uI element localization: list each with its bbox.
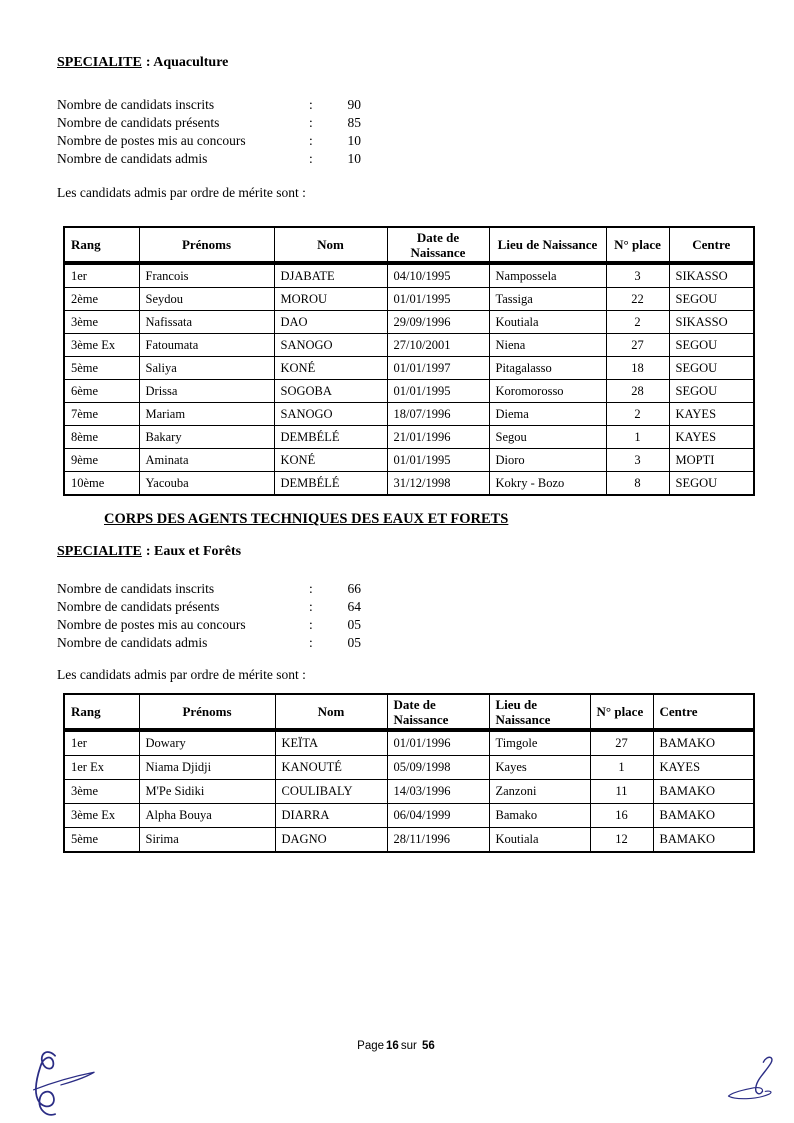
table-row [64,288,754,311]
stat-value: 10 [347,133,361,148]
stat-label: Nombre de candidats présents [57,115,220,130]
table-cell: SIKASSO [669,263,754,288]
specialite-value: : Eaux et Forêts [145,544,242,559]
table-row [64,730,754,756]
table-cell: DJABATE [274,263,387,288]
intro-line: Les candidats admis par ordre de mérite sont : [57,185,306,200]
table-cell: 2ème [64,288,139,311]
table-cell: KEÏTA [275,730,387,756]
table-cell: 6ème [64,380,139,403]
stat-label: Nombre de candidats admis [57,635,208,650]
footer-separator: sur [400,1040,417,1052]
table-cell: Timgole [489,730,590,756]
table-cell: Nafissata [139,311,274,334]
table-cell: Kokry - Bozo [489,472,606,496]
table-cell: DEMBÉLÉ [274,426,387,449]
stat-colon: : [309,133,313,148]
stat-row [57,580,757,598]
table-header-row [64,694,754,730]
table-row [64,380,754,403]
stats-block-aquaculture [57,96,757,168]
column-header: Prénoms [139,694,275,730]
table-cell: SEGOU [669,357,754,380]
table-cell: SANOGO [274,403,387,426]
intro-line: Les candidats admis par ordre de mérite sont : [57,667,306,682]
specialite-label: SPECIALITE [57,55,142,70]
table-cell: Mariam [139,403,274,426]
table-cell: Fatoumata [139,334,274,357]
table-cell: 18/07/1996 [387,403,489,426]
table-cell: SANOGO [274,334,387,357]
table-cell: 1 [606,426,669,449]
table-cell: SOGOBA [274,380,387,403]
table-row [64,334,754,357]
table-row [64,311,754,334]
specialite-heading-aquaculture [57,55,757,71]
column-header: N° place [606,227,669,263]
table-cell: 1 [590,756,653,780]
table-header [64,227,754,263]
table-body [64,730,754,852]
column-header: N° place [590,694,653,730]
table-cell: Segou [489,426,606,449]
table-cell: Koromorosso [489,380,606,403]
specialite-value: : Aquaculture [145,55,229,70]
stat-row [57,616,757,634]
table-cell: 18 [606,357,669,380]
specialite-heading-eaux-forets [57,544,757,560]
table-row [64,403,754,426]
table-cell: Bamako [489,804,590,828]
table-cell: Francois [139,263,274,288]
table-cell: 5ème [64,357,139,380]
stat-row [57,150,757,168]
table-cell: Niama Djidji [139,756,275,780]
table-cell: 06/04/1999 [387,804,489,828]
table-cell: Tassiga [489,288,606,311]
corps-title: CORPS DES AGENTS TECHNIQUES DES EAUX ET FORETS [104,511,509,527]
table-row [64,828,754,853]
table-cell: KAYES [653,756,754,780]
table-cell: 29/09/1996 [387,311,489,334]
table-cell: 9ème [64,449,139,472]
table-row [64,357,754,380]
table-cell: Sirima [139,828,275,853]
table-cell: DEMBÉLÉ [274,472,387,496]
stat-label: Nombre de candidats admis [57,151,208,166]
footer-total-pages: 56 [422,1040,435,1052]
table-cell: KAYES [669,426,754,449]
stat-colon: : [309,599,313,614]
table-cell: 7ème [64,403,139,426]
table-cell: 3 [606,263,669,288]
column-header: Date de Naissance [387,694,489,730]
table-row [64,263,754,288]
table-row [64,449,754,472]
table-cell: 01/01/1995 [387,449,489,472]
table-cell: 3ème [64,780,139,804]
table-cell: 04/10/1995 [387,263,489,288]
stats-block-eaux-forets [57,580,757,652]
table-cell: KAYES [669,403,754,426]
table-cell: 01/01/1995 [387,288,489,311]
table-cell: 01/01/1995 [387,380,489,403]
column-header: Centre [653,694,754,730]
column-header: Lieu de Naissance [489,227,606,263]
table-cell: Koutiala [489,311,606,334]
table-cell: DAO [274,311,387,334]
stat-value: 85 [347,115,361,130]
table-cell: 21/01/1996 [387,426,489,449]
stat-colon: : [309,581,313,596]
table-cell: KANOUTÉ [275,756,387,780]
table-cell: 27 [606,334,669,357]
stat-value: 05 [347,635,361,650]
table-cell: 3ème Ex [64,334,139,357]
table-cell: Zanzoni [489,780,590,804]
table-cell: Niena [489,334,606,357]
table-cell: Koutiala [489,828,590,853]
table-cell: 3ème Ex [64,804,139,828]
table-cell: SEGOU [669,334,754,357]
table-cell: 11 [590,780,653,804]
table-cell: Seydou [139,288,274,311]
specialite-label: SPECIALITE [57,544,142,559]
stat-row [57,132,757,150]
table-cell: 3 [606,449,669,472]
table-cell: SIKASSO [669,311,754,334]
column-header: Centre [669,227,754,263]
table-row [64,804,754,828]
table-cell: 1er [64,263,139,288]
stat-label: Nombre de candidats inscrits [57,97,215,112]
table-cell: 01/01/1996 [387,730,489,756]
stat-colon: : [309,115,313,130]
column-header: Date de Naissance [387,227,489,263]
table-cell: Aminata [139,449,274,472]
stat-row [57,634,757,652]
table-cell: SEGOU [669,472,754,496]
table-cell: SEGOU [669,288,754,311]
table-cell: 27/10/2001 [387,334,489,357]
page-content [57,55,757,853]
table-cell: KONÉ [274,449,387,472]
table-cell: COULIBALY [275,780,387,804]
table-cell: 1er Ex [64,756,139,780]
stat-value: 64 [347,599,361,614]
table-body [64,263,754,495]
table-row [64,472,754,496]
table-header [64,694,754,730]
table-cell: Bakary [139,426,274,449]
stat-value: 05 [347,617,361,632]
table-cell: DAGNO [275,828,387,853]
table-cell: Diema [489,403,606,426]
table-cell: DIARRA [275,804,387,828]
table-cell: Drissa [139,380,274,403]
table-cell: M'Pe Sidiki [139,780,275,804]
table-cell: 2 [606,311,669,334]
column-header: Nom [275,694,387,730]
stat-row [57,598,757,616]
stat-label: Nombre de candidats inscrits [57,581,215,596]
table-cell: Kayes [489,756,590,780]
stat-colon: : [309,617,313,632]
candidates-table-aquaculture [63,226,755,496]
column-header: Rang [64,694,139,730]
table-cell: 3ème [64,311,139,334]
candidates-table-eaux-forets [63,693,755,853]
table-cell: 14/03/1996 [387,780,489,804]
stat-colon: : [309,635,313,650]
column-header: Nom [274,227,387,263]
table-cell: 1er [64,730,139,756]
table-cell: Alpha Bouya [139,804,275,828]
table-row [64,426,754,449]
footer-page-number: 16 [386,1040,399,1052]
table-cell: 5ème [64,828,139,853]
table-cell: Yacouba [139,472,274,496]
stat-row [57,114,757,132]
table-cell: KONÉ [274,357,387,380]
stat-label: Nombre de postes mis au concours [57,133,246,148]
table-cell: 01/01/1997 [387,357,489,380]
table-cell: MOROU [274,288,387,311]
table-cell: 2 [606,403,669,426]
table-cell: 8ème [64,426,139,449]
table-cell: BAMAKO [653,730,754,756]
table-cell: 27 [590,730,653,756]
stat-value: 66 [347,581,361,596]
table-cell: Nampossela [489,263,606,288]
table-cell: 31/12/1998 [387,472,489,496]
column-header: Lieu de Naissance [489,694,590,730]
table-cell: 28 [606,380,669,403]
stat-row [57,96,757,114]
table-cell: 12 [590,828,653,853]
table-cell: 8 [606,472,669,496]
stat-colon: : [309,151,313,166]
stat-label: Nombre de postes mis au concours [57,617,246,632]
page-footer [0,1040,794,1052]
stat-value: 10 [347,151,361,166]
footer-page-label: Page [357,1040,385,1052]
stat-value: 90 [347,97,361,112]
table-cell: 10ème [64,472,139,496]
table-row [64,756,754,780]
table-cell: SEGOU [669,380,754,403]
table-cell: BAMAKO [653,780,754,804]
table-cell: BAMAKO [653,828,754,853]
table-cell: Pitagalasso [489,357,606,380]
table-cell: BAMAKO [653,804,754,828]
signature-right-icon [720,1052,786,1110]
table-row [64,780,754,804]
table-header-row [64,227,754,263]
table-cell: 28/11/1996 [387,828,489,853]
stat-label: Nombre de candidats présents [57,599,220,614]
stat-colon: : [309,97,313,112]
table-cell: 16 [590,804,653,828]
table-cell: MOPTI [669,449,754,472]
table-cell: 05/09/1998 [387,756,489,780]
table-cell: Dioro [489,449,606,472]
signature-left-icon [14,1044,102,1122]
table-cell: Dowary [139,730,275,756]
table-cell: 22 [606,288,669,311]
table-cell: Saliya [139,357,274,380]
column-header: Rang [64,227,139,263]
column-header: Prénoms [139,227,274,263]
